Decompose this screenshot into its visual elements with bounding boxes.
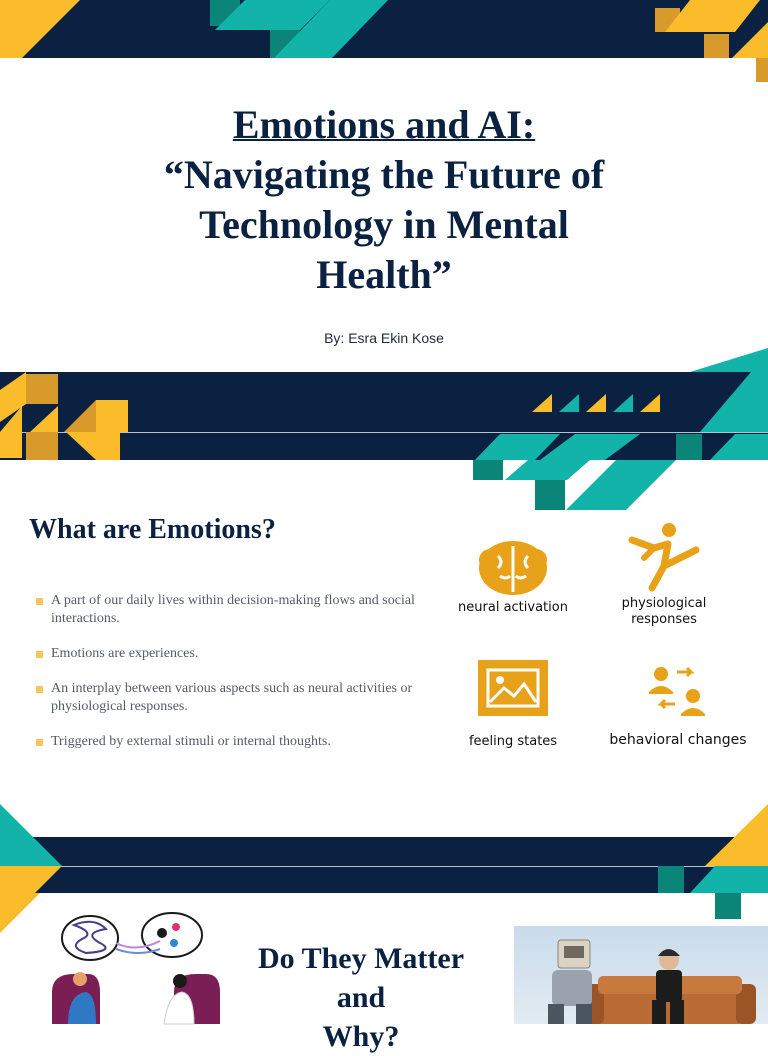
list-item: An interplay between various aspects such as neural activities or physiological responses. <box>36 680 426 716</box>
top-decorative-banner <box>0 0 768 58</box>
title-slide <box>0 58 768 372</box>
icon-card-feeling-states <box>445 658 581 750</box>
title-line-3: Why? <box>322 1020 400 1053</box>
icon-card-physiological-responses <box>598 522 730 628</box>
title-line-3: Technology in Mental <box>199 202 569 247</box>
brain-icon <box>476 538 550 598</box>
list-item: A part of our daily lives within decision-making flows and social interactions. <box>36 592 426 628</box>
title-line-4: Health” <box>316 252 452 297</box>
icon-label: neural activation <box>458 600 568 615</box>
slide-title <box>236 939 486 1056</box>
list-item: Triggered by external stimuli or internal thoughts. <box>36 733 426 751</box>
why-it-matters-slide <box>0 893 768 1053</box>
emotion-bullet-list <box>36 592 426 768</box>
author-byline: By: Esra Ekin Kose <box>324 330 444 346</box>
middle-decorative-banner <box>0 372 768 460</box>
icon-card-behavioral-changes <box>598 664 758 748</box>
icon-label: behavioral changes <box>609 732 747 748</box>
robot-therapy-photo <box>514 926 768 1024</box>
therapy-conversation-illustration <box>40 893 220 1024</box>
icon-label: responses <box>631 612 697 627</box>
title-line-2: “Navigating the Future of <box>163 152 605 197</box>
bullet-marker <box>36 739 43 746</box>
icon-label: physiological <box>621 596 707 611</box>
bullet-marker <box>36 598 43 605</box>
slide2-decor <box>0 460 768 520</box>
bullet-marker <box>36 686 43 693</box>
title-line-1: Emotions and AI: <box>232 102 536 147</box>
framed-picture-icon <box>476 658 550 718</box>
running-figure-icon <box>624 522 704 596</box>
icon-card-neural-activation <box>445 538 581 616</box>
title-line-2: and <box>336 981 386 1014</box>
people-exchange-icon <box>647 664 709 718</box>
corner-accent <box>0 58 768 372</box>
section-heading: What are Emotions? <box>29 514 276 545</box>
list-item: Emotions are experiences. <box>36 645 426 663</box>
bullet-marker <box>36 651 43 658</box>
title-line-1: Do They Matter <box>257 942 465 975</box>
emotions-slide <box>0 460 768 804</box>
icon-label: feeling states <box>468 734 558 749</box>
bottom-decorative-banner <box>0 804 768 893</box>
